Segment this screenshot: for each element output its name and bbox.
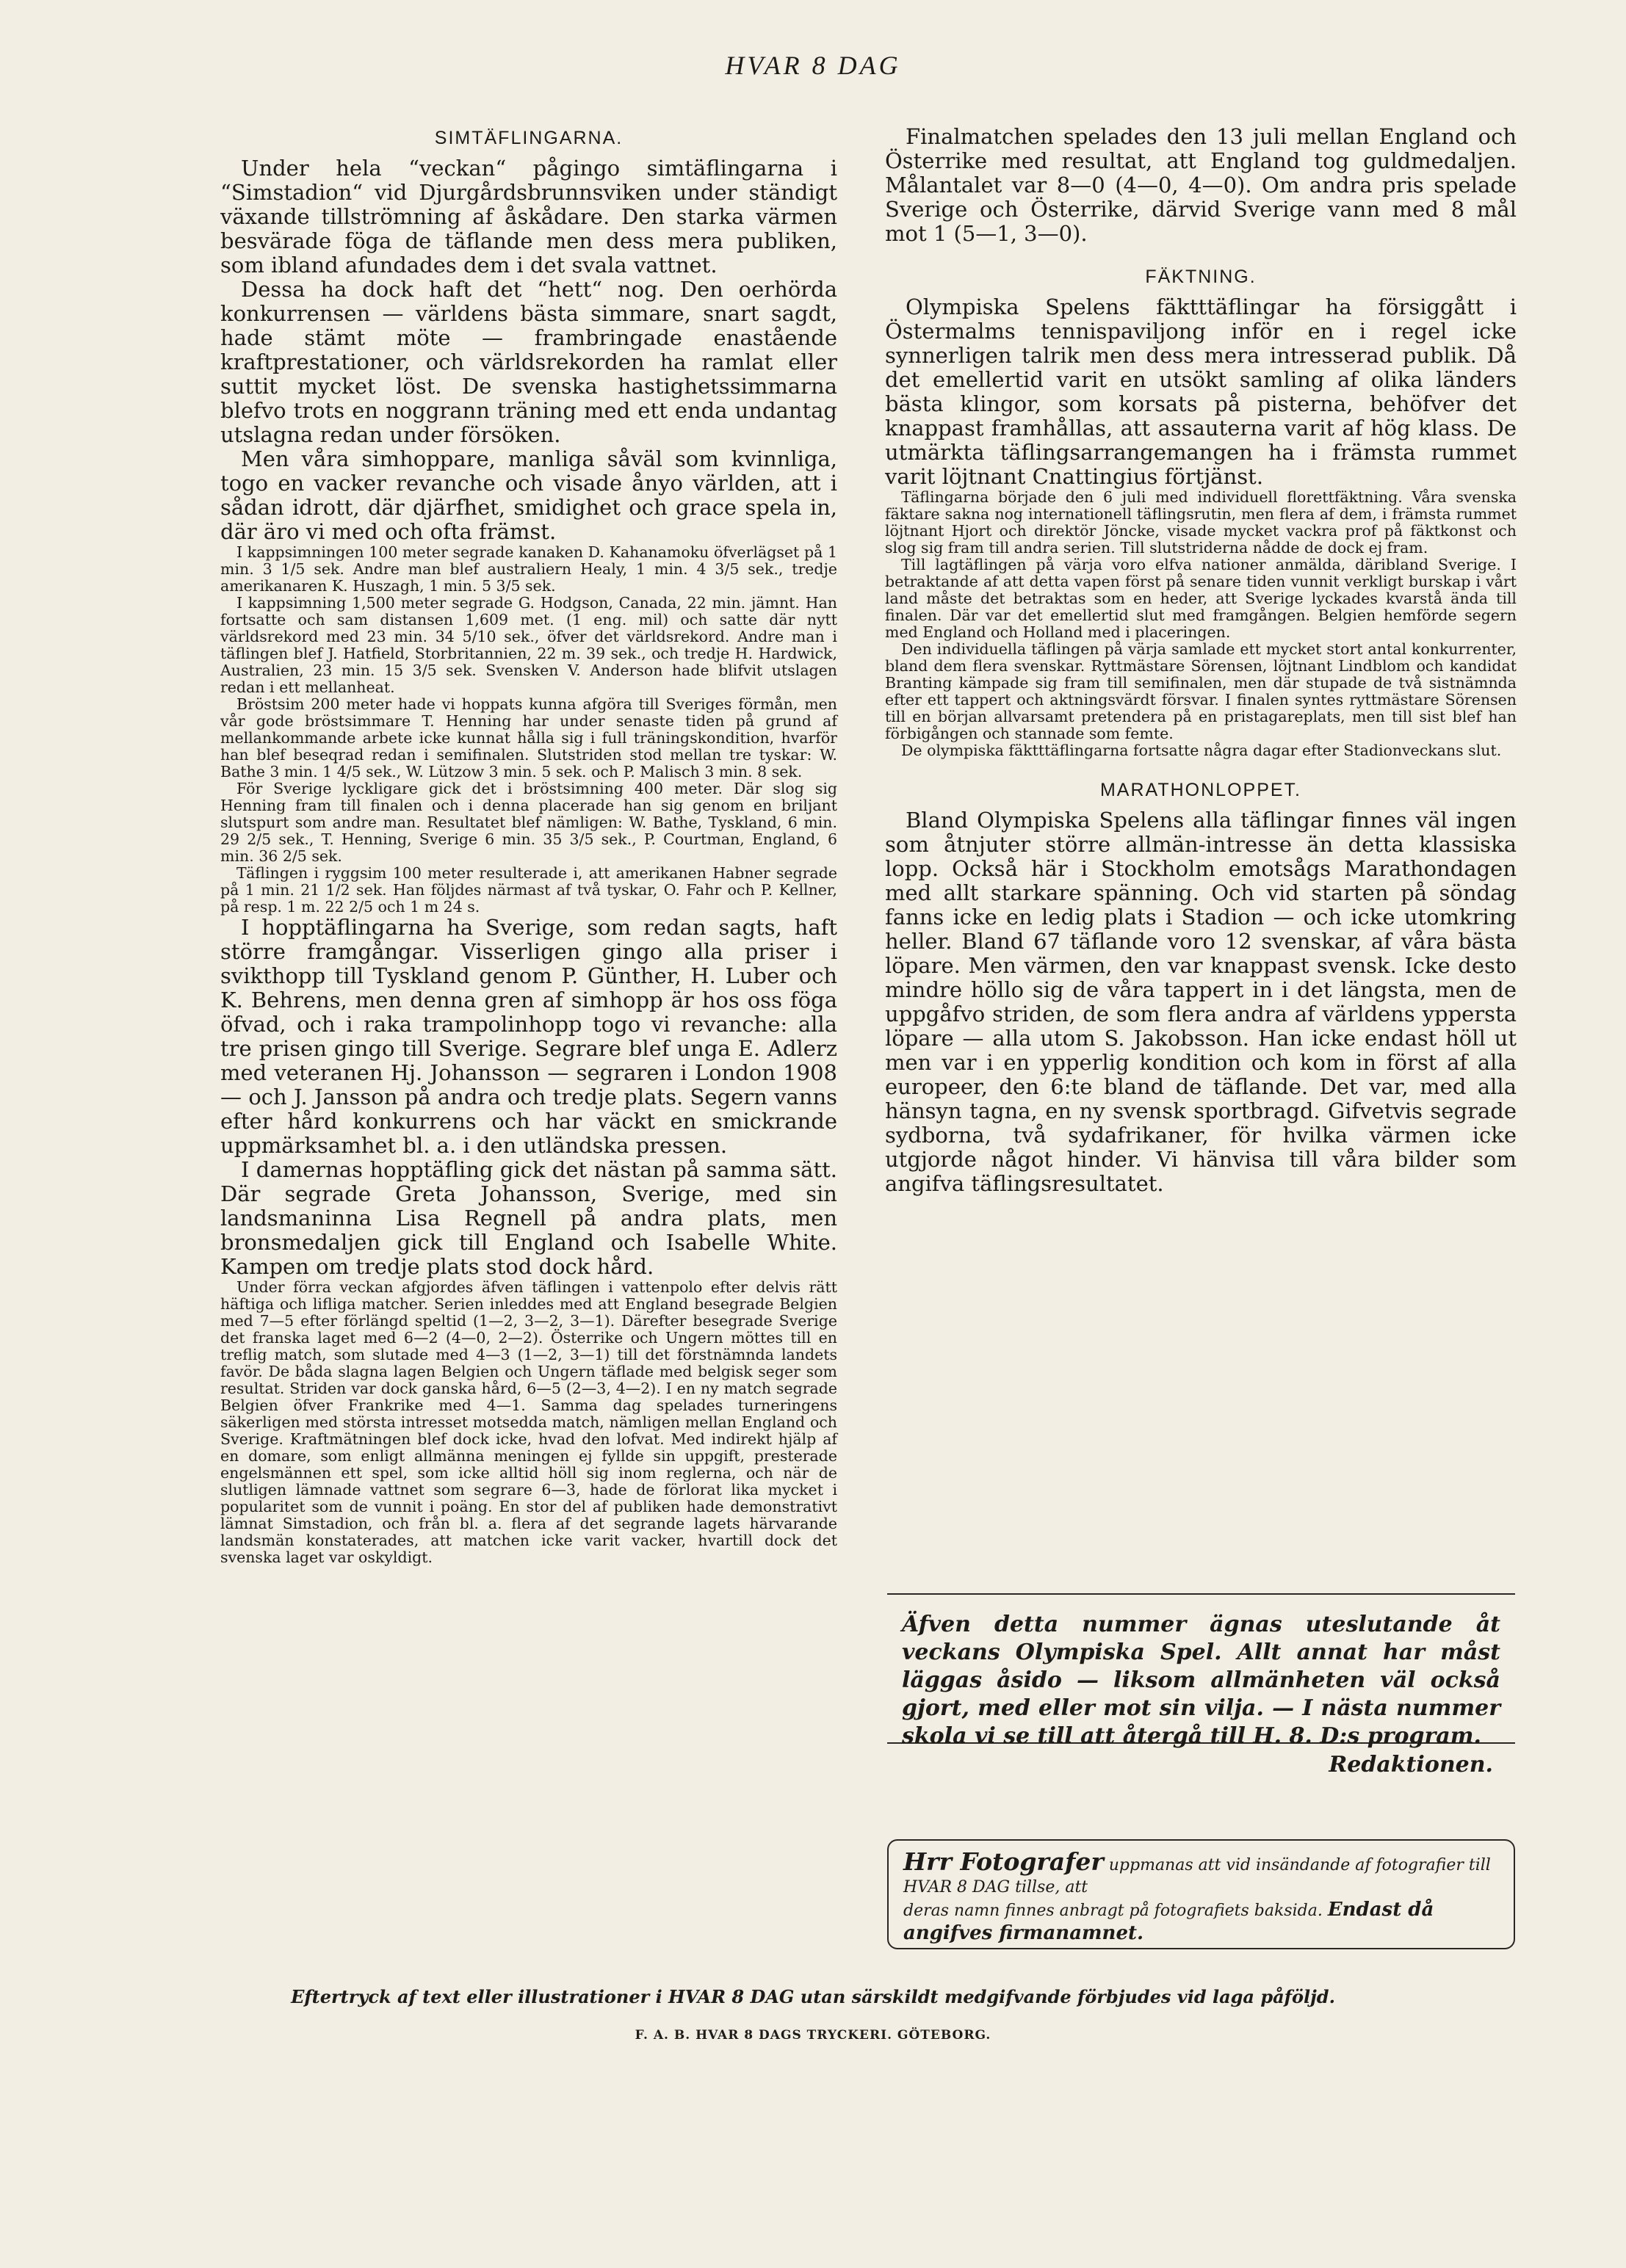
right-column [885,125,1517,1196]
heading-fencing: FÄKTNING. [1145,267,1257,287]
paragraph: Bland Olympiska Spelens alla täflingar finnes väl ingen som åtnjuter större allmän-intresse än detta klassiska lopp. Också här i Stockholm emotsågs Marathondagen med allt starkare spänning. Och vid starten på söndag fanns icke en ledig plats i Stadion — och icke utomkring heller. Bland 67 täflande voro 12 svenskar, af våra bästa löpare. Men värmen, den var knappast svensk. Icke desto mindre höllo sig de våra tappert in i det längsta, men de uppgåfvo striden, de som flera andra af världens yppersta löpare — alla utom S. Jakobsson. Han icke endast höll ut men var i en ypperlig kondition och kom in först af alla europeer, den 6:te bland de täflande. Det var, med alla hänsyn tagna, en ny svensk sportbragd. Gifvetvis segrade sydborna, två sydafrikaner, för hvilka värmen icke utgjorde något hinder. Vi hänvisa till våra bilder som angifva täflingsresultatet. [885,808,1517,1196]
photo-notice-line1 [903,1847,1499,1899]
photo-notice-title: Hrr Fotografer [903,1847,1104,1876]
photo-notice-text2: deras namn finnes anbragt på fotografiets baksida. [903,1902,1323,1920]
small-paragraph: Till lagtäflingen på värja voro elfva nationer anmälda, däribland Sverige. I betraktande af att detta vapen först på senare tiden vunnit verkligt burskap i vårt land måste det betraktas som en heder, att Sverige lyckades kvarstå ända till finalen. Där var det emellertid slut med framgången. Belgien hemförde segern med England och Holland med i placeringen. [885,556,1517,641]
notice-signature: Redaktionen. [1329,1752,1493,1778]
photo-notice-text: uppmanas att vid insändande af fotografier till HVAR 8 DAG tillse, att [903,1856,1491,1896]
small-paragraph: Täflingarna började den 6 juli med individuell florettfäktning. Våra svenska fäktare sakna nog internationell täflingsrutin, men flera af dem, i främsta rummet löjtnant Hjort och direktör Jöncke, visade mycket vackra prof på fäktkonst och slog sig fram till andra serien. Till slutstriderna nådde de dock ej fram. [885,488,1517,557]
small-paragraph: I kappsimningen 100 meter segrade kanaken D. Kahanamoku öfverlägset på 1 min. 3 1/5 sek. Andre man blef australiern Healy, 1 min. 4 3/5 sek., tredje amerikanaren K. Huszagh, 1 min. 5 3/5 sek. [220,543,837,595]
small-paragraph: Täflingen i ryggsim 100 meter resulterade i, att amerikanen Habner segrade på 1 min. 21 1/2 sek. Han följdes närmast af två tyskar, O. Fahr och P. Kellner, på resp. 1 m. 22 2/5 och 1 m 24 s. [220,864,837,916]
running-head: HVAR 8 DAG [725,51,901,80]
heading-marathon: MARATHONLOPPET. [1099,780,1302,800]
notice-text: Äfven detta nummer ägnas uteslutande åt veckans Olympiska Spel. Allt annat har måst läggas åsido — liksom allmänheten väl också gjort, med eller mot sin vilja. — I nästa nummer skola vi se till att återgå till H. 8. D:s program. [902,1612,1500,1749]
small-paragraph: Bröstsim 200 meter hade vi hoppats kunna afgöra till Sveriges förmån, men vår gode bröstsimmare T. Henning har under senaste tiden på grund af mellankommande arbete icke kunnat hålla sig i full träningskondition, hvarför han blef beseqrad redan i semifinalen. Slutstriden stod mellan tre tyskar: W. Bathe 3 min. 1 4/5 sek., W. Lützow 3 min. 5 sek. och P. Malisch 3 min. 8 sek. [220,695,837,780]
paragraph: Men våra simhoppare, manliga såväl som kvinnliga, togo en vacker revanche och visade ånyo världen, att i sådan idrott, där djärfhet, smidighet och grace spela in, där äro vi med och ofta främst. [220,446,837,544]
paragraph: Olympiska Spelens fäktttäflingar ha försiggått i Östermalms tennispaviljong inför en i regel icke synnerligen talrik men dess mera intresserad publik. Då det emellertid varit en utsökt samling af olika länders bästa klingor, som korsats på pisterna, behöfver det knappast framhållas, att assauterna varit af hög klass. De utmärkta täflingsarrangemangen ha i främsta rummet varit löjtnant Cnattingius förtjänst. [885,294,1517,489]
copyright-notice: Eftertryck af text eller illustrationer i HVAR 8 DAG utan särskildt medgifvande förbjudes vid laga påföljd. [291,1986,1335,2007]
printer-imprint: F. A. B. HVAR 8 DAGS TRYCKERI. GÖTEBORG. [635,2028,991,2043]
small-paragraph: Den individuella täflingen på värja samlade ett mycket stort antal konkurrenter, bland dem flera svenskar. Ryttmästare Sörensen, löjtnant Lindblom och kandidat Branting kämpade sig fram till semifinalen, men där stupade de två sistnämnda efter ett tappert och aktningsvärdt försvar. I finalen syntes ryttmästare Sörensen till en början allvarsamt pretendera på en pristagareplats, men till sist blef han förbigången och stannade som femte. [885,640,1517,742]
paragraph: Under hela “veckan“ pågingo simtäflingarna i “Simstadion“ vid Djurgårdsbrunnsviken under ständigt växande tillströmning af åskådare. Den starka värmen besvärade föga de täflande men dess mera publiken, som ibland afundades dem i det svala vattnet. [220,156,837,278]
paragraph: I damernas hopptäfling gick det nästan på samma sätt. Där segrade Greta Johansson, Sverige, med sin landsmaninna Lisa Regnell på andra plats, men bronsmedaljen gick till England och Isabelle White. Kampen om tredje plats stod dock hård. [220,1157,837,1279]
paragraph: Dessa ha dock haft det “hett“ nog. Den oerhörda konkurrensen — världens bästa simmare, snart sagdt, hade stämt möte — frambringade enastående kraftprestationer, och världsrekorden ha ramlat eller suttit mycket löst. De svenska hastighetssimmarna blefvo trots en noggrann träning med ett enda undantag utslagna redan under försöken. [220,277,837,447]
heading-swimming: SIMTÄFLINGARNA. [434,128,624,148]
photo-notice-emphasis: Endast då angifves firmanamnet. [903,1899,1434,1944]
editorial-notice [887,1593,1515,1778]
small-paragraph: De olympiska fäktttäflingarna fortsatte några dagar efter Stadionveckans slut. [901,742,1502,759]
small-paragraph: Under förra veckan afgjordes äfven täflingen i vattenpolo efter delvis rätt häftiga och lifliga matcher. Serien inleddes med att England besegrade Belgien med 7—5 efter förlängd speltid (1—2, 3—2, 3—1). Därefter besegrade Sverige det franska laget med 6—2 (4—0, 2—2). Österrike och Ungern möttes till en treflig match, som slutade med 4—3 (1—2, 3—1) till det förstnämnda landets favör. De båda slagna lagen Belgien och Ungern täflade med belgisk seger som resultat. Striden var dock ganska hård, 6—5 (2—3, 4—2). I en ny match segrade Belgien öfver Frankrike med 4—1. Samma dag spelades turneringens säkerligen med största intresset motsedda match, nämligen mellan England och Sverige. Kraftmätningen blef dock icke, hvad den lofvat. Med indirekt hjälp af en domare, som enligt allmänna meningen ej fyllde sin uppgift, presterade engelsmännen ett spel, som icke alltid höll sig inom reglerna, och när de slutligen lämnade vattnet som segrare 6—3, hade de förlorat lika mycket i popularitet som de vunnit i poäng. En stor del af publiken hade demonstrativt lämnat Simstadion, och från bl. a. flera af det segrande lagets härvarande landsmän konstaterades, att matchen icke varit vacker, hvartill dock det svenska laget var oskyldigt. [220,1278,837,1566]
paragraph: Finalmatchen spelades den 13 juli mellan England och Österrike med resultat, att England tog guldmedaljen. Målantalet var 8—0 (4—0, 4—0). Om andra pris spelade Sverige och Österrike, därvid Sverige vann med 8 mål mot 1 (5—1, 3—0). [885,124,1517,246]
photographers-notice [887,1839,1515,1949]
photo-notice-line2 [903,1899,1499,1946]
small-paragraph: För Sverige lyckligare gick det i bröstsimning 400 meter. Där slog sig Henning fram till finalen och i denna placerade han sig genom en briljant slutspurt som andre man. Resultatet blef nämligen: W. Bathe, Tyskland, 6 min. 29 2/5 sek., T. Henning, Sverige 6 min. 35 3/5 sek., P. Courtman, England, 6 min. 36 2/5 sek. [220,780,837,865]
small-paragraph: I kappsimning 1,500 meter segrade G. Hodgson, Canada, 22 min. jämnt. Han fortsatte och sam distansen 1,609 met. (1 eng. mil) och satte där nytt världsrekord med 23 min. 34 5/10 sek., öfver det världsrekord. Andre man i täflingen blef J. Hatfield, Storbritannien, 22 m. 39 sek., och tredje H. Hardwick, Australien, 23 min. 15 3/5 sek. Svensken V. Anderson hade blifvit utslagen redan i ett mellanheat. [220,594,837,696]
left-column [220,125,837,1566]
paragraph: I hopptäflingarna ha Sverige, som redan sagts, haft större framgångar. Visserligen gingo alla priser i svikthopp till Tyskland genom P. Günther, H. Luber och K. Behrens, men denna gren af simhopp är hos oss föga öfvad, och i raka trampolinhopp togo vi revanche: alla tre prisen gingo till Sverige. Segrare blef unga E. Adlerz med veteranen Hj. Johansson — segraren i London 1908 — och J. Jansson på andra och tredje plats. Segern vanns efter hård konkurrens och har väckt en smickrande uppmärksamhet bl. a. i den utländska pressen. [220,915,837,1158]
